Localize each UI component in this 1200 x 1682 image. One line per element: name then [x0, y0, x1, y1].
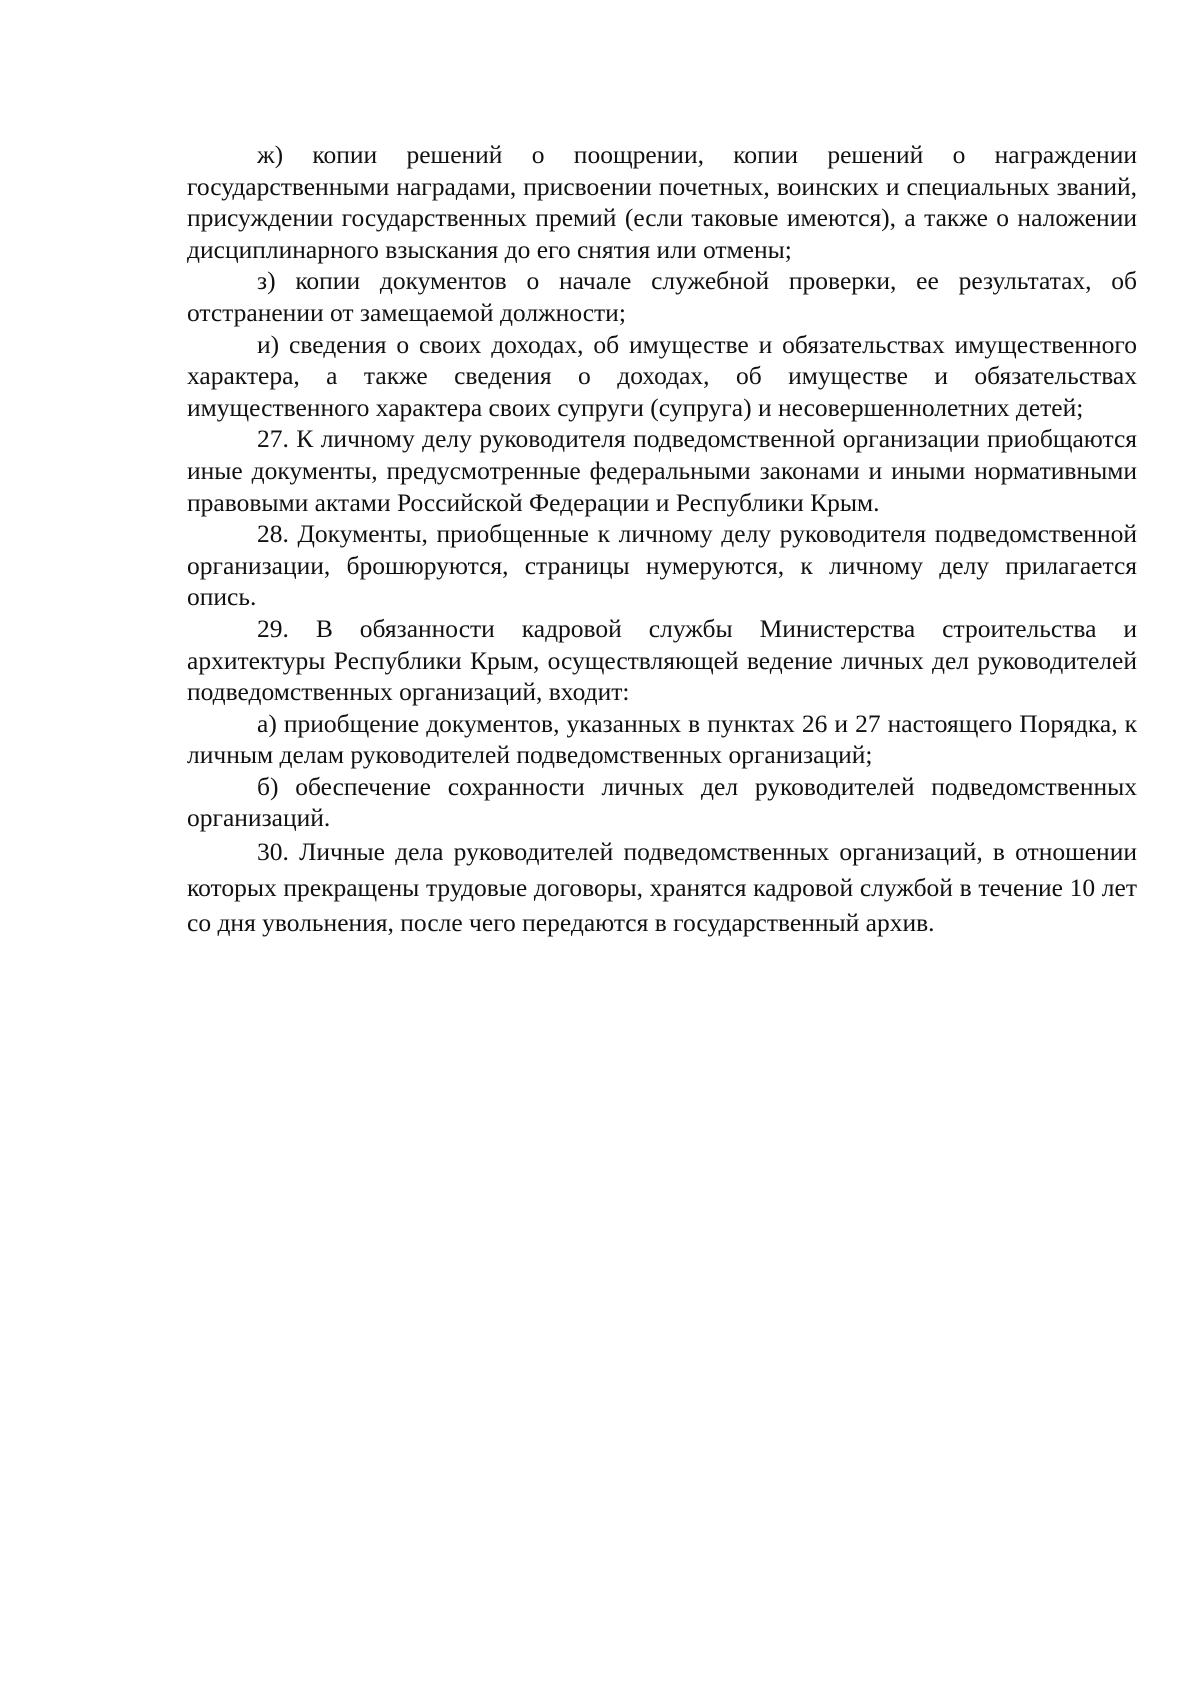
document-body [187, 139, 1137, 941]
paragraph-i-income-information: и) сведения о своих доходах, об имуществе и обязательствах имущественного характера, а также сведения о доходах, об имуществе и обязательствах имущественного характера своих супруги (супруга) и несовершеннолетних детей; [187, 329, 1137, 422]
paragraph-29-hr-duties: 29. В обязанности кадровой службы Министерства строительства и архитектуры Республики Крым, осуществляющей ведение личных дел руководителей подведомственных организаций, входит: [187, 613, 1137, 707]
paragraph-a-attaching-documents: а) приобщение документов, указанных в пунктах 26 и 27 настоящего Порядка, к личным делам руководителей подведомственных организаций; [187, 708, 1137, 770]
paragraph-b-preservation: б) обеспечение сохранности личных дел руководителей подведомственных организаций. [187, 771, 1137, 833]
paragraph-zh-copies-of-decisions: ж) копии решений о поощрении, копии решений о награждении государственными наградами, присвоении почетных, воинских и специальных званий, присуждении государственных премий (если таковые имеются), а также о наложении дисциплинарного взыскания до его снятия или отмены; [187, 140, 1137, 264]
paragraph-27-other-documents: 27. К личному делу руководителя подведомственной организации приобщаются иные документы, предусмотренные федеральными законами и иными нормативными правовыми актами Российской Федерации и Республики Крым. [187, 424, 1137, 517]
paragraph-30-storage: 30. Личные дела руководителей подведомственных организаций, в отношении которых прекращены трудовые договоры, хранятся кадровой службой в течение 10 лет со дня увольнения, после чего передаются в государственный архив. [187, 837, 1137, 938]
paragraph-z-service-inspection: з) копии документов о начале служебной проверки, ее результатах, об отстранении от замещаемой должности; [187, 266, 1137, 327]
paragraph-28-binding: 28. Документы, приобщенные к личному делу руководителя подведомственной организации, брошюруются, страницы нумеруются, к личному делу прилагается опись. [187, 519, 1137, 612]
